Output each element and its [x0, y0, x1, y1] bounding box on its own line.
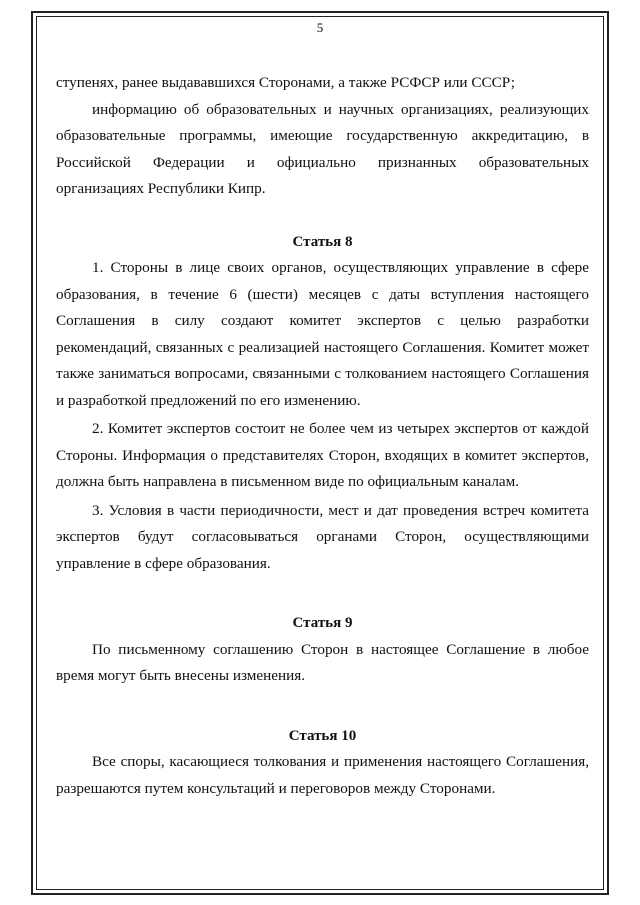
article-paragraph: 2. Комитет экспертов состоит не более чем из четырех экспертов от каждой Стороны. Информация о представителях Сторон, входящих в комитет экспертов, должна быть направлена в письменном виде по официальным каналам.: [56, 420, 589, 490]
document-body: [56, 70, 589, 802]
page-number: 5: [316, 20, 324, 35]
article-heading: Статья 9: [292, 615, 353, 631]
article-8: [56, 229, 589, 578]
article-heading: Статья 8: [292, 233, 353, 250]
article-paragraph: Все споры, касающиеся толкования и применения настоящего Соглашения, разрешаются путем консультаций и переговоров между Сторонами.: [56, 753, 589, 797]
intro-paragraph: информацию об образовательных и научных организациях, реализующих образовательные программы, имеющие государственную аккредитацию, в Российской Федерации и официально признанных образовательных организациях Республики Кипр.: [56, 100, 589, 197]
article-paragraph: 1. Стороны в лице своих органов, осуществляющих управление в сфере образования, в течение 6 (шести) месяцев с даты вступления настоящего Соглашения в силу создают комитет экспертов с целью разработки рекомендаций, связанных с реализацией настоящего Соглашения. Комитет может также заниматься вопросами, связанными с толкованием настоящего Соглашения и разработкой предложений по его изменению.: [56, 259, 589, 409]
intro-continuation: ступенях, ранее выдававшихся Сторонами, а также РСФСР или СССР;: [56, 74, 515, 91]
article-paragraph: 3. Условия в части периодичности, мест и дат проведения встреч комитета экспертов будут согласовываться органами Сторон, осуществляющими управление в сфере образования.: [56, 501, 589, 572]
article-heading: Статья 10: [288, 727, 357, 744]
article-paragraph: По письменному соглашению Сторон в настоящее Соглашение в любое время могут быть внесены изменения.: [56, 640, 589, 684]
article-10: [56, 723, 589, 803]
article-9: [56, 610, 589, 690]
